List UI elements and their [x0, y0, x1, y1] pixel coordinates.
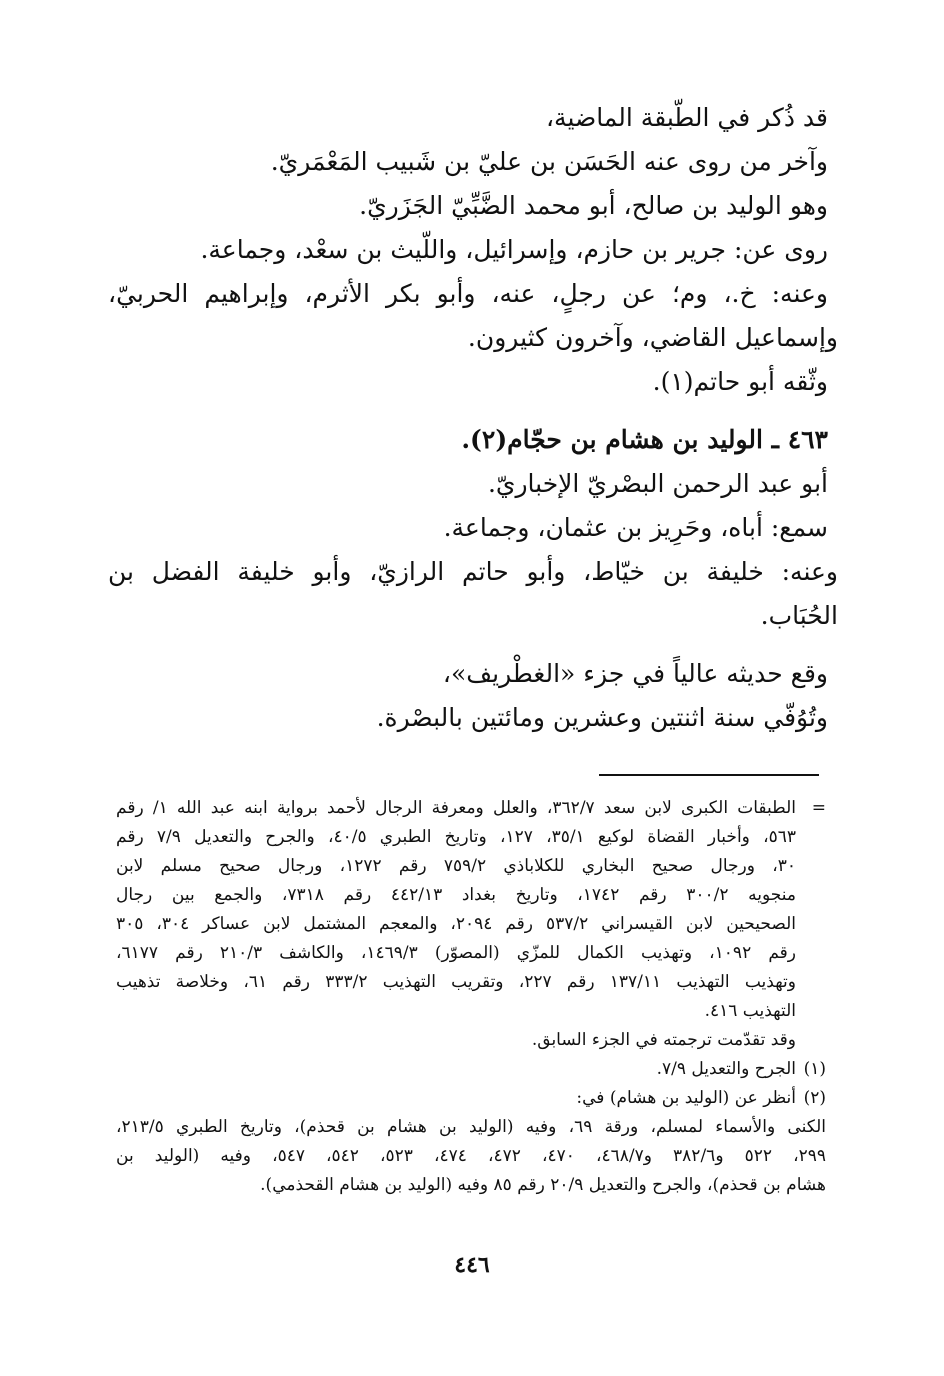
footnote-line: الصحيحين لابن القيسراني ٥٣٧/٢ رقم ٢٠٩٤، والمعجم المشتمل لابن عساكر ٣٠٤، ٣٠٥	[116, 914, 796, 934]
text-line: قد ذُكر في الطّبقة الماضية،	[545, 103, 828, 132]
footnote-line: ٥٦٣، وأخبار القضاة لوكيع ٣٥/١، ١٢٧، وتاريخ الطبري ٤٠/٥، والجرح والتعديل ٧/٩ رقم	[116, 827, 796, 847]
footnote-line: رقم ١٠٩٢، وتهذيب الكمال للمزّي (المصوّر) ١٤٦٩/٣، والكاشف ٢١٠/٣ رقم ٦١٧٧،	[116, 943, 796, 963]
footnote-continuation	[116, 794, 826, 1055]
footnote-mark: =	[811, 798, 826, 818]
footnotes	[116, 794, 826, 1200]
text-line: وقع حديثه عالياً في جزء «الغطْريف»،	[442, 659, 828, 688]
footnote-line: هشام بن قحذم)، والجرح والتعديل ٢٠/٩ رقم ٨٥ وفيه (الوليد بن هشام القحذمي).	[260, 1175, 826, 1195]
footnote-2	[116, 1084, 826, 1113]
footnote-mark: (٢)	[803, 1088, 826, 1108]
footnote-line: الجرح والتعديل ٧/٩.	[656, 1059, 796, 1079]
footnote-mark: (١)	[803, 1059, 826, 1079]
entry-heading: ٤٦٣ ـ الوليد بن هشام بن حجّام(٢).	[461, 425, 828, 454]
footnote-line: وتهذيب التهذيب ١٣٧/١١ رقم ٢٢٧، وتقريب التهذيب ٣٣٣/٢ رقم ٦١، وخلاصة تذهيب	[116, 972, 796, 992]
text-line: سمع: أباه، وحَرِيز بن عثمان، وجماعة.	[443, 513, 828, 542]
text-line: وهو الوليد بن صالح، أبو محمد الضَّبِّيّ الجَزَريّ.	[359, 191, 828, 220]
footnote-line: وقد تقدّمت ترجمته في الجزء السابق.	[531, 1030, 796, 1050]
text-line: الحُبَاب.	[760, 601, 838, 630]
footnote-line: الطبقات الكبرى لابن سعد ٣٦٢/٧، والعلل ومعرفة الرجال لأحمد برواية ابنه عبد الله ١/ رقم	[116, 798, 796, 818]
text-line: وإسماعيل القاضي، وآخرون كثيرون.	[467, 323, 838, 352]
footnote-line: ٢٩٩، ٥٢٢ و٣٨٢/٦ و٤٦٨/٧، ٤٧٠، ٤٧٢، ٤٧٤، ٥٢٣، ٥٤٢، ٥٤٧، وفيه (الوليد بن	[116, 1146, 827, 1166]
text-line: روى عن: جرير بن حازم، وإسرائيل، واللّيث بن سعْد، وجماعة.	[200, 235, 828, 264]
footnote-line: منجويه ٣٠٠/٢ رقم ١٧٤٢، وتاريخ بغداد ٤٤٢/١٣ رقم ٧٣١٨، والجمع بين رجال	[116, 885, 796, 905]
text-line: وتُوُفّي سنة اثنتين وعشرين ومائتين بالبصْرة.	[376, 703, 828, 732]
footnote-line: ٣٠، ورجال صحيح البخاري للكلاباذي ٧٥٩/٢ رقم ١٢٧٢، ورجال صحيح مسلم لابن	[116, 856, 796, 876]
footnote-line: التهذيب ٤١٦.	[704, 1001, 796, 1021]
page-number: ٤٤٦	[454, 1252, 490, 1278]
text-line: وثّقه أبو حاتم(١).	[652, 367, 828, 396]
text-line: وآخر من روى عنه الحَسَن بن عليّ بن شَبيب المَعْمَريّ.	[270, 147, 828, 176]
footnote-1	[116, 1055, 826, 1084]
text-line: أبو عبد الرحمن البصْريّ الإخباريّ.	[487, 469, 828, 498]
footnote-separator	[599, 774, 819, 776]
footnote-line: الكنى والأسماء لمسلم، ورقة ٦٩، وفيه (الوليد بن هشام بن قحذم)، وتاريخ الطبري ٢١٣/٥،	[116, 1117, 826, 1137]
main-text	[108, 96, 838, 740]
footnote-line: أنظر عن (الوليد بن هشام) في:	[576, 1088, 796, 1108]
text-line: وعنه: خ.، وم؛ عن رجلٍ، عنه، وأبو بكر الأثرم، وإبراهيم الحربيّ،	[108, 279, 828, 308]
footnote-2-continued	[116, 1113, 826, 1200]
text-line: وعنه: خليفة بن خيّاط، وأبو حاتم الرازيّ، وأبو خليفة الفضل بن	[108, 557, 838, 586]
